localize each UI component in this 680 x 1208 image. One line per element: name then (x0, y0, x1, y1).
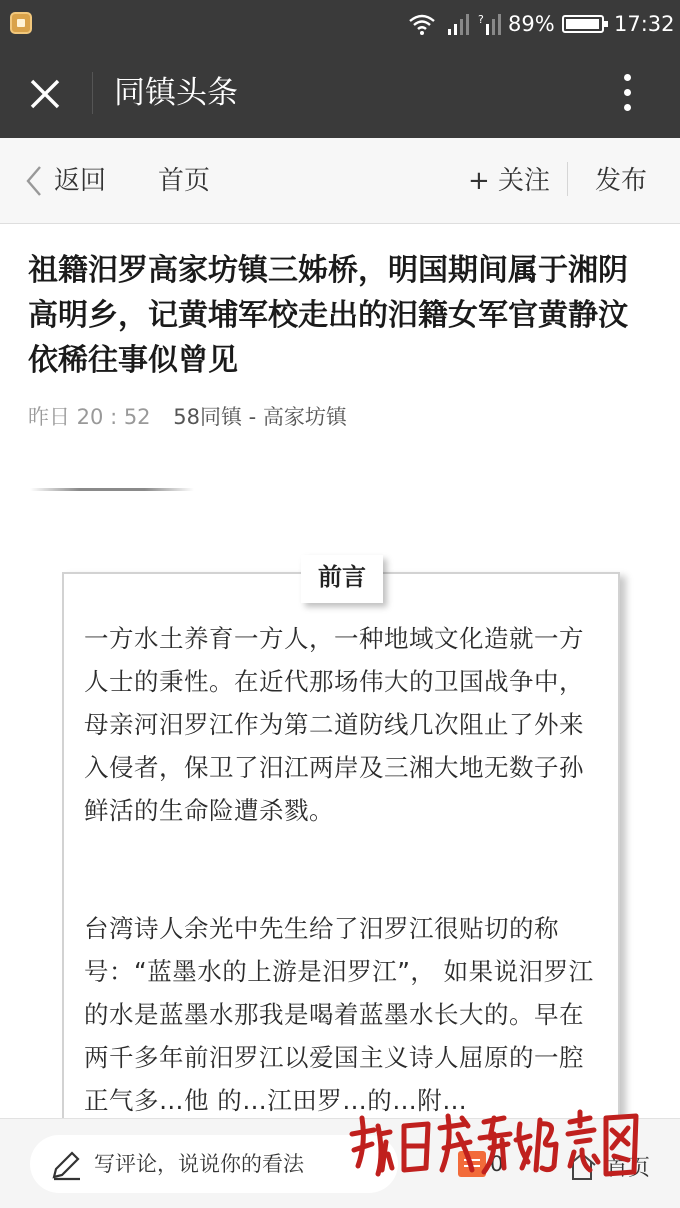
clock: 17:32 (614, 12, 675, 36)
comment-placeholder: 写评论，说说你的看法 (94, 1152, 304, 1176)
close-icon[interactable] (20, 69, 70, 117)
home-link[interactable]: 首页 (158, 166, 211, 196)
article-paragraph: 一方水土养育一方人，一种地域文化造就一方人士的秉性。在近代那场伟大的卫国战争中，母亲河汨罗江作为第二道防线几次阻止了外来入侵者，保卫了汨江两岸及三湘大地无数子孙鲜活的生命险遭杀戮。 (84, 624, 584, 825)
article-meta (28, 402, 347, 432)
chevron-left-icon (24, 164, 44, 198)
back-label: 返回 (54, 166, 107, 196)
more-vertical-icon[interactable] (610, 70, 644, 116)
app-notification-icon (10, 12, 32, 34)
status-bar (0, 0, 680, 48)
svg-text:?: ? (478, 13, 484, 26)
article-headline: 祖籍汨罗高家坊镇三姊桥，明国期间属于湘阴高明乡，记黄埔军校走出的汨籍女军官黄静汶 依稀往事似曾见 (28, 253, 628, 378)
title-divider (92, 72, 93, 114)
signal-no-data-icon (478, 12, 502, 36)
article-source[interactable]: 58同镇 - 高家坊镇 (173, 405, 347, 429)
app-title: 同镇头条 (114, 75, 238, 111)
article-paragraph: 台湾诗人余光中先生给了汨罗江很贴切的称号：“蓝墨水的上游是汨罗江”， 如果说汨罗江的水是蓝墨水那我是喝着蓝墨水长大的。早在两千多年前汨罗江以爱国主义诗人屈原的一腔正气多…他 的…江田罗…的…附… (84, 914, 594, 1115)
nav-separator (567, 162, 568, 196)
back-button[interactable] (24, 160, 106, 202)
bottom-home-label: 首页 (606, 1155, 651, 1181)
comment-count: 0 (490, 1152, 504, 1176)
preface-title: 前言 (301, 555, 383, 603)
pencil-icon (48, 1147, 84, 1183)
battery-percent: 89% (508, 12, 555, 36)
decorative-divider (30, 488, 194, 491)
comment-input[interactable] (30, 1135, 398, 1193)
watermark-logo (344, 1104, 644, 1184)
title-bar (0, 48, 680, 138)
nav-bar (0, 138, 680, 224)
signal-icon (446, 12, 470, 36)
wifi-icon (408, 12, 436, 36)
battery-icon (562, 15, 604, 33)
follow-button[interactable]: + 关注 (468, 166, 551, 196)
article-time: 昨日 20 : 52 (28, 405, 151, 429)
publish-button[interactable]: 发布 (595, 166, 648, 196)
